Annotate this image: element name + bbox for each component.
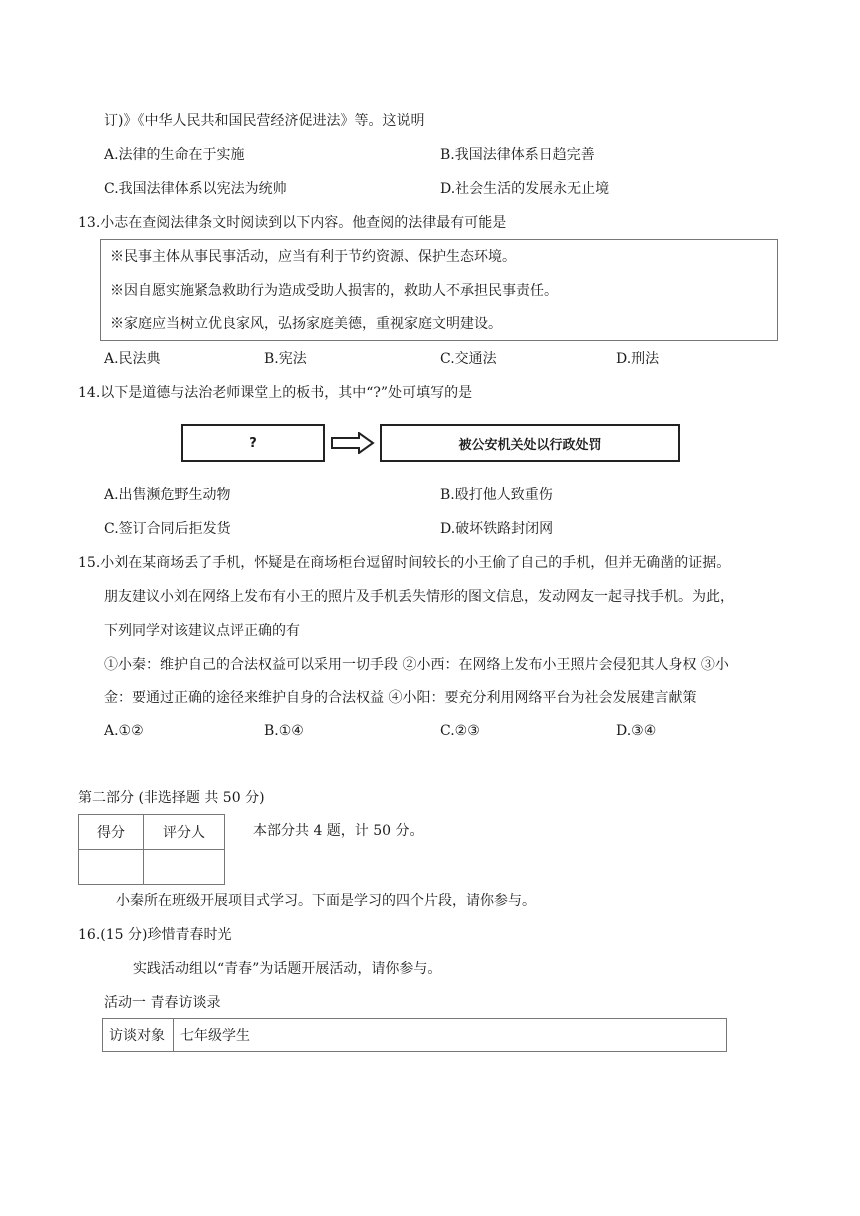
interview-table	[102, 1018, 727, 1052]
q15-option-d: D.③④	[616, 723, 657, 739]
q12-stem-tail: 订)》《中华人民共和国民营经济促进法》等。这说明	[104, 113, 425, 129]
q13-quote-3: ※家庭应当树立优良家风，弘扬家庭美德，重视家庭文明建设。	[110, 316, 502, 332]
q15-statement-line-1: ①小秦：维护自己的合法权益可以采用一切手段 ②小西：在网络上发布小王照片会侵犯其人身权 ③小	[104, 657, 729, 673]
interview-label: 访谈对象	[103, 1019, 174, 1052]
q13-option-a: A.民法典	[104, 351, 161, 367]
score-cell	[79, 850, 144, 885]
q14-stem: 14.以下是道德与法治老师课堂上的板书，其中“?”处可填写的是	[78, 385, 473, 401]
flow-result-box: 被公安机关处以行政处罚	[380, 424, 680, 462]
q13-quote-2: ※因自愿实施紧急救助行为造成受助人损害的，救助人不承担民事责任。	[110, 283, 558, 299]
q13-option-c: C.交通法	[440, 351, 497, 367]
part2-note: 本部分共 4 题，计 50 分。	[253, 823, 424, 839]
grader-header: 评分人	[144, 815, 225, 850]
q13-option-b: B.宪法	[264, 351, 307, 367]
part2-intro: 小秦所在班级开展项目式学习。下面是学习的四个片段，请你参与。	[116, 893, 536, 909]
right-arrow-icon	[331, 432, 375, 454]
q14-option-d: D.破坏铁路封闭网	[440, 521, 554, 537]
q16-intro: 实践活动组以“青春”为话题开展活动，请你参与。	[133, 961, 442, 977]
q13-stem: 13.小志在查阅法律条文时阅读到以下内容。他查阅的法律最有可能是	[78, 215, 507, 231]
q14-option-a: A.出售濒危野生动物	[104, 487, 231, 503]
flow-unknown-box: ?	[181, 424, 325, 462]
part2-heading: 第二部分 (非选择题 共 50 分)	[78, 790, 265, 806]
q15-statement-line-2: 金：要通过正确的途径来维护自身的合法权益 ④小阳：要充分利用网络平台为社会发展建言献策	[104, 690, 697, 706]
grader-cell	[144, 850, 225, 885]
q12-option-b: B.我国法律体系日趋完善	[440, 147, 595, 163]
activity1-title: 活动一 青春访谈录	[104, 995, 221, 1011]
score-table	[78, 814, 225, 885]
q16-title: 16.(15 分)珍惜青春时光	[78, 927, 232, 943]
q12-option-c: C.我国法律体系以宪法为统帅	[104, 181, 287, 197]
interview-value: 七年级学生	[174, 1019, 727, 1052]
q15-option-b: B.①④	[264, 723, 304, 739]
q15-option-a: A.①②	[104, 723, 144, 739]
score-header: 得分	[79, 815, 144, 850]
q14-option-c: C.签订合同后拒发货	[104, 521, 231, 537]
q15-stem-line-1: 15.小刘在某商场丢了手机，怀疑是在商场柜台逗留时间较长的小王偷了自己的手机，但并无确凿的证据。	[78, 555, 731, 571]
q13-quote-1: ※民事主体从事民事活动，应当有利于节约资源、保护生态环境。	[110, 249, 516, 265]
q13-option-d: D.刑法	[616, 351, 660, 367]
q15-stem-line-3: 下列同学对该建议点评正确的有	[104, 623, 300, 639]
q14-option-b: B.殴打他人致重伤	[440, 487, 553, 503]
q15-stem-line-2: 朋友建议小刘在网络上发布有小王的照片及手机丢失情形的图文信息，发动网友一起寻找手机。为此，	[104, 589, 734, 605]
q15-option-c: C.②③	[440, 723, 480, 739]
q12-option-d: D.社会生活的发展永无止境	[440, 181, 610, 197]
q12-option-a: A.法律的生命在于实施	[104, 147, 245, 163]
